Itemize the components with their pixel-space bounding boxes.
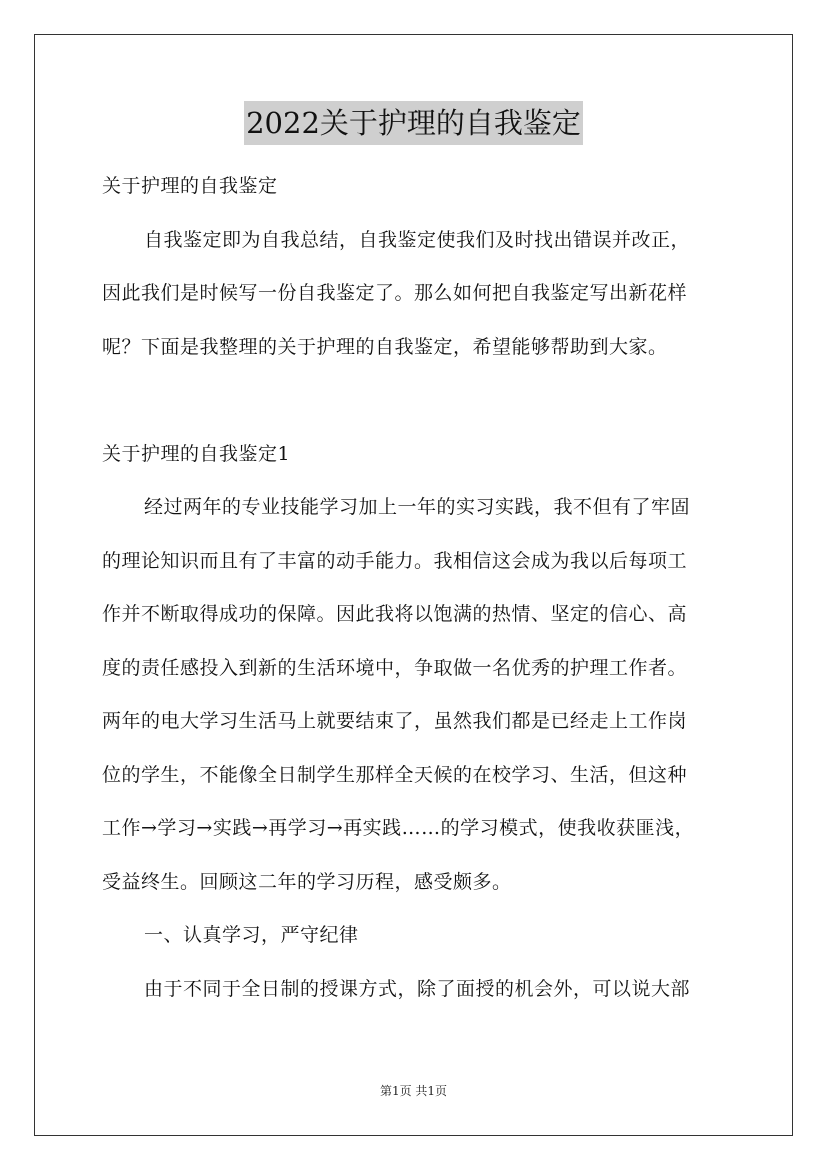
paragraph-line: 受益终生。回顾这二年的学习历程，感受颇多。 [102, 870, 512, 893]
paragraph-line: 呢？下面是我整理的关于护理的自我鉴定，希望能够帮助到大家。 [102, 335, 668, 358]
document-title-text: 2022关于护理的自我鉴定 [244, 101, 583, 145]
paragraph-line: 作并不断取得成功的保障。因此我将以饱满的热情、坚定的信心、高 [102, 603, 688, 625]
document-title [0, 101, 827, 145]
blank-line [102, 374, 740, 428]
paragraph-line: 的理论知识而且有了丰富的动手能力。我相信这会成为我以后每项工 [102, 549, 688, 572]
paragraph-line: 度的责任感投入到新的生活环境中，争取做一名优秀的护理工作者。 [102, 656, 688, 679]
paragraph-line: 位的学生，不能像全日制学生那样全天候的在校学习、生活，但这种 [102, 763, 688, 786]
paragraph-line: 自我鉴定即为自我总结，自我鉴定使我们及时找出错误并改正， [144, 228, 691, 251]
section-heading: 关于护理的自我鉴定1 [102, 442, 291, 465]
paragraph-line: 经过两年的专业技能学习加上一年的实习实践，我不但有了牢固 [144, 496, 691, 518]
paragraph-line: 由于不同于全日制的授课方式，除了面授的机会外，可以说大部 [144, 977, 691, 1000]
page-number: 第1页 共1页 [379, 1084, 448, 1098]
document-body [102, 160, 740, 1016]
paragraph-line: 因此我们是时候写一份自我鉴定了。那么如何把自我鉴定写出新花样 [102, 282, 688, 304]
paragraph-line: 两年的电大学习生活马上就要结束了，虽然我们都是已经走上工作岗 [102, 710, 688, 732]
section-heading: 关于护理的自我鉴定 [102, 175, 278, 197]
paragraph-line: 工作→学习→实践→再学习→再实践……的学习模式，使我收获匪浅， [102, 817, 695, 839]
subsection-heading: 一、认真学习，严守纪律 [144, 924, 359, 946]
page-footer [0, 1082, 827, 1100]
